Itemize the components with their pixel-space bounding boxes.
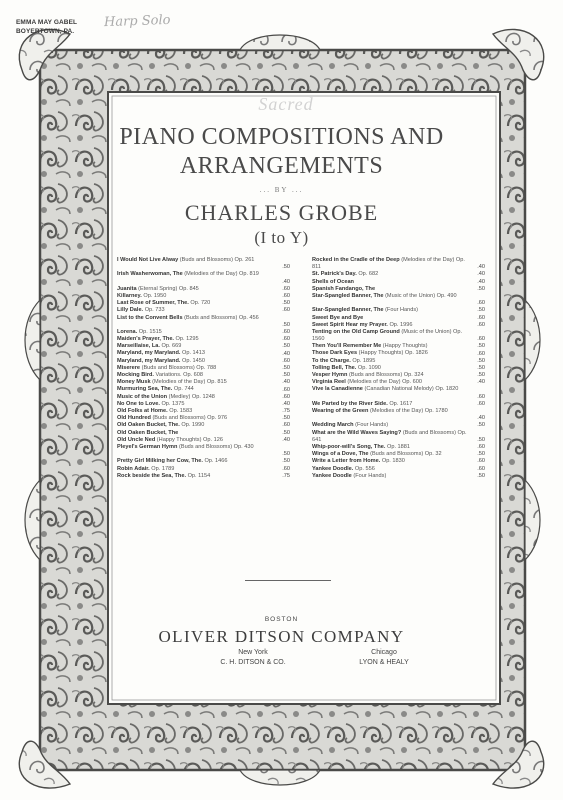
piece-price: .60 [282,393,290,400]
owner-stamp [16,18,77,36]
piece-title: St. Patrick's Day. [312,271,357,278]
piece-price: .60 [477,400,485,407]
piece-detail: (Buds and Blossoms) Op. 788 [141,364,217,371]
piece-detail: Op. 1881 [386,443,410,450]
piece-detail: (Happy Thoughts) Op. 126 [156,436,223,443]
piece-price: .40 [282,350,290,357]
piece-title: Tolling Bell, The. [312,364,357,371]
piece-detail: Op. 1789 [151,465,175,472]
piece-detail: (Four Hands) [385,307,419,314]
piece-price: .50 [282,264,290,271]
piece-title: Vesper Hymn [312,372,348,379]
piece-entry [312,365,485,372]
piece-detail: (Music of the Union) Op. 1560 [312,328,463,342]
piece-title: Old Hundred [117,415,151,422]
piece-price: .40 [282,436,290,443]
piece-title: Yankee Doodle [312,472,352,479]
piece-detail: (Four Hands) [355,422,389,429]
piece-title: Old Folks at Home. [117,407,168,414]
piece-title: Miserere [117,364,141,371]
piece-entry [117,437,290,444]
piece-price: .50 [282,458,290,465]
piece-title: Those Dark Eyes [312,350,358,357]
piece-entry [312,286,485,293]
piece-detail: Variations. Op. 608 [155,372,204,379]
handwritten-note: Harp Solo [103,12,171,31]
piece-entry [117,286,290,293]
faint-handwritten-title: Sacred [258,94,314,114]
piece-price: .40 [477,271,485,278]
piece-title: Wings of a Dove, The [312,451,369,458]
piece-price: .50 [282,372,290,379]
piece-title: List to the Convent Bells [117,314,183,321]
piece-title: Wedding March [312,422,354,429]
piece-detail: Op. 1830 [381,458,405,465]
piece-price: .50 [477,422,485,429]
piece-detail: (Buds and Blossoms) Op. 456 [184,314,259,321]
piece-title: Murmuring Sea, The. [117,386,173,393]
piece-title: Last Rose of Summer, The. [117,300,189,307]
piece-price: .50 [477,436,485,443]
piece-detail: (Happy Thoughts) [382,343,428,350]
piece-title: Write a Letter from Home. [312,458,381,465]
piece-price: .40 [282,400,290,407]
piece-entry [117,394,290,401]
piece-detail: (Melodies of the Day) Op. 819 [184,271,259,278]
piece-detail: Op. 1515 [138,328,162,335]
piece-title: What are the Wild Waves Saying? [312,429,402,436]
piece-price: .40 [477,379,485,386]
piece-price: .60 [477,336,485,343]
piece-price: .50 [282,415,290,422]
piece-price: .50 [477,357,485,364]
piece-entry [117,372,290,379]
piece-price: .40 [477,415,485,422]
piece-entry [117,473,290,480]
piece-price: .60 [282,336,290,343]
pieces-list-right [312,257,485,480]
piece-entry [117,358,290,365]
piece-title: Killarney. [117,292,142,299]
piece-detail: (Buds and Blossoms) Op. 261 [179,257,255,263]
piece-entry [117,408,290,415]
piece-detail: (Happy Thoughts) Op. 1826 [358,350,428,357]
piece-entry [312,458,485,465]
piece-detail: Op. 1990 [181,422,205,429]
piece-entry [117,343,290,350]
divider-rule [245,580,331,581]
piece-price: .75 [282,472,290,479]
piece-entry [312,386,485,400]
piece-title: I Would Not Live Alway [117,257,179,263]
piece-entry [117,466,290,473]
piece-title: Robin Adair. [117,465,150,472]
piece-price: .60 [477,321,485,328]
piece-price: .60 [477,300,485,307]
piece-entry [117,422,290,429]
piece-price: .40 [282,379,290,386]
piece-entry [117,293,290,300]
piece-title: Then You'll Remember Me [312,343,382,350]
piece-price: .60 [477,314,485,321]
piece-entry [312,293,485,307]
piece-title: Maryland, my Maryland. [117,357,181,364]
piece-price: .40 [477,264,485,271]
piece-entry [312,315,485,322]
piece-detail: (Music of the Union) Op. 490 [385,292,457,299]
piece-detail: (Canadian National Melody) Op. 1820 [364,386,459,393]
piece-price: .50 [477,372,485,379]
piece-detail: Op. 556 [354,465,375,472]
piece-entry [312,379,485,386]
piece-entry [117,315,290,329]
piece-entry [312,372,485,379]
piece-detail: Op. 1996 [389,321,413,328]
piece-price: .50 [282,429,290,436]
piece-entry [117,458,290,465]
piece-price: .60 [282,307,290,314]
piece-price: .50 [282,300,290,307]
piece-entry [312,408,485,422]
piece-entry [117,257,290,271]
piece-detail: Op. 1375 [161,400,185,407]
piece-title: Rock beside the Sea, The. [117,472,187,479]
piece-detail: (Buds and Blossoms) Op. 324 [349,372,424,379]
piece-detail: (Melodies of the Day) Op. 811 [312,257,465,271]
composer-name: CHARLES GROBE [184,200,379,225]
piece-title: Pretty Girl Milking her Cow, The. [117,458,203,465]
piece-price: .60 [477,444,485,451]
piece-title: Lorena. [117,328,138,335]
piece-title: Virginia Reel [312,379,346,386]
piece-entry [117,379,290,386]
piece-price: .60 [282,357,290,364]
piece-price: .40 [477,278,485,285]
piece-title: To the Charge. [312,357,351,364]
piece-detail: Op. 1295 [175,336,199,343]
piece-entry [117,336,290,343]
piece-price: .50 [477,472,485,479]
piece-price: .60 [282,386,290,393]
piece-entry [312,343,485,350]
piece-price: .75 [282,408,290,415]
piece-title: No One to Love. [117,400,160,407]
piece-entry [117,271,290,285]
piece-entry [312,401,485,408]
piece-detail: (Four Hands) [353,472,387,479]
piece-entry [117,401,290,408]
piece-title: Star-Spangled Banner, The [312,292,384,299]
piece-detail: (Medley) Op. 1248 [168,393,215,400]
piece-entry [117,329,290,336]
piece-price: .50 [477,307,485,314]
piece-detail: Op. 1895 [352,357,376,364]
piece-title: Money Musk [117,379,151,386]
piece-title: Maryland, my Maryland. [117,350,181,357]
piece-title: Yankee Doodle. [312,465,354,472]
piece-price: .40 [282,278,290,285]
piece-detail: (Eternal Spring) Op. 845 [138,285,199,292]
piece-price: .60 [282,465,290,472]
branch-company: LYON & HEALY [359,658,409,666]
piece-price: .50 [477,451,485,458]
piece-entry [117,386,290,393]
branch-company: C. H. DITSON & CO. [220,658,286,666]
piece-price: .60 [282,422,290,429]
piece-entry [117,350,290,357]
piece-price: .60 [477,465,485,472]
piece-detail: (Melodies of the Day) Op. 600 [347,379,422,386]
piece-title: Old Oaken Bucket, The. [117,422,180,429]
piece-detail: (Buds and Blossoms) Op. 430 [178,443,254,450]
piece-title: Spanish Fandango, The [312,285,376,292]
piece-entry [312,473,485,480]
piece-title: Whip-poor-will's Song, The. [312,443,386,450]
piece-price: .50 [477,285,485,292]
piece-detail: Op. 1090 [357,364,381,371]
piece-title: Pleyel's German Hymn [117,443,178,450]
branch-new-york [178,648,328,667]
piece-title: Old Uncle Ned [117,436,156,443]
piece-title: Rocked in the Cradle of the Deep [312,257,400,263]
piece-entry [117,300,290,307]
piece-detail: Op. 1413 [181,350,205,357]
piece-price: .60 [477,393,485,400]
piece-title: Maiden's Prayer, The. [117,336,174,343]
piece-title: Music of the Union [117,393,168,400]
piece-detail: (Buds and Blossoms) Op. 641 [312,429,467,443]
piece-title: Wearing of the Green [312,408,369,414]
piece-entry [312,430,485,444]
piece-price: .60 [477,350,485,357]
piece-price: .60 [282,329,290,336]
piece-title: Juanita [117,285,137,292]
piece-detail: Op. 720 [190,300,211,307]
piece-entry [117,415,290,422]
piece-entry [312,257,485,271]
piece-detail: (Melodies of the Day) Op. 1780 [370,408,448,414]
piece-entry [312,451,485,458]
piece-detail: Op. 1154 [187,472,211,479]
piece-entry [312,329,485,343]
pieces-list-left [117,257,290,480]
piece-entry [312,322,485,329]
piece-title: Star-Spangled Banner, The [312,307,384,314]
piece-detail: Op. 744 [173,386,194,393]
piece-title: Shells of Ocean [312,278,354,285]
piece-title: Old Oaken Bucket, The [117,429,179,436]
piece-title: Mocking Bird. [117,372,154,379]
piece-entry [312,444,485,451]
piece-detail: Op. 1950 [143,292,167,299]
piece-price: .60 [282,293,290,300]
branch-chicago [309,648,459,667]
piece-price: .50 [282,364,290,371]
piece-detail: Op. 682 [358,271,379,278]
piece-title: Vive la Canadienne [312,386,363,393]
publisher-city: BOSTON [264,616,299,623]
piece-detail: Op. 1450 [181,357,205,364]
title-line-1: PIANO COMPOSITIONS AND [119,124,444,150]
piece-entry [117,430,290,437]
piece-price: .50 [477,343,485,350]
stamp-town: BOYERTOWN, PA. [16,28,75,35]
piece-entry [312,307,485,314]
piece-detail: Op. 1466 [204,458,228,465]
piece-entry [117,444,290,458]
piece-detail: Op. 669 [161,343,182,350]
piece-entry [312,271,485,278]
piece-title: Lilly Dale. [117,307,144,314]
piece-price: .60 [282,285,290,292]
piece-detail: Op. 733 [144,307,165,314]
piece-title: Sweet Bye and Bye [312,314,364,321]
piece-title: We Parted by the River Side. [312,400,388,407]
by-line: ... BY ... [259,186,304,194]
piece-detail: (Buds and Blossoms) Op. 976 [152,415,228,422]
piece-price: .50 [282,451,290,458]
stamp-name: EMMA MAY GABEL [16,19,78,26]
piece-detail: Op. 1583 [169,407,193,414]
publisher-name: OLIVER DITSON COMPANY [158,627,405,646]
piece-title: Marseillaise, La. [117,343,160,350]
piece-detail: (Buds and Blossoms) Op. 32 [370,451,442,458]
piece-entry [312,422,485,429]
piece-price: .50 [477,364,485,371]
piece-price: .50 [282,343,290,350]
piece-detail: Op. 1617 [389,400,413,407]
piece-entry [312,466,485,473]
piece-entry [117,365,290,372]
piece-entry [117,307,290,314]
piece-title: Sweet Spirit Hear my Prayer. [312,321,388,328]
piece-title: Irish Washerwoman, The [117,271,183,278]
branch-city: New York [238,649,268,656]
piece-entry [312,350,485,357]
piece-entry [312,279,485,286]
piece-entry [312,358,485,365]
piece-title: Tenting on the Old Camp Ground [312,328,400,335]
piece-price: .50 [282,321,290,328]
piece-detail: (Melodies of the Day) Op. 815 [152,379,227,386]
piece-price: .60 [477,458,485,465]
title-line-2: ARRANGEMENTS [179,153,384,179]
catalog-range: (I to Y) [254,228,309,247]
branch-city: Chicago [371,649,397,656]
